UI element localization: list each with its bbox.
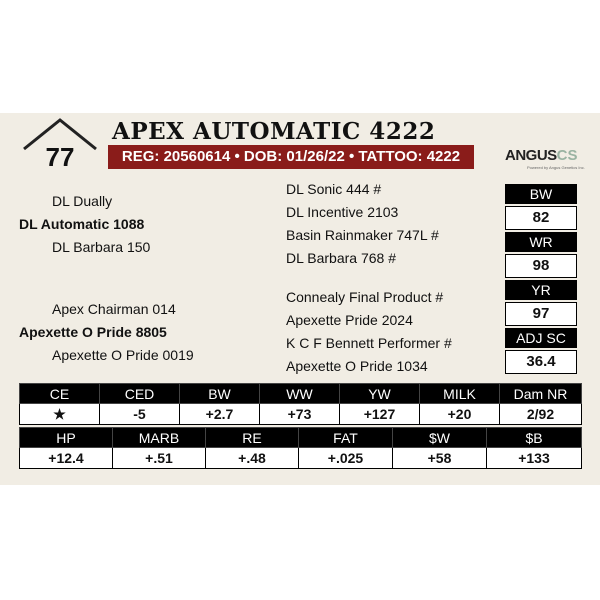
epd-value: +.025 <box>299 448 393 469</box>
side-epd-value: 36.4 <box>505 350 577 374</box>
epd-header: MILK <box>420 384 500 404</box>
epd-value: +20 <box>420 404 500 425</box>
sire-dam: DL Barbara 150 <box>52 239 151 255</box>
epd-value: +133 <box>487 448 582 469</box>
side-epd-label: ADJ SC <box>505 328 577 348</box>
epd-header: $B <box>487 428 582 448</box>
side-epd-label: WR <box>505 232 577 252</box>
epd-value: +.48 <box>206 448 299 469</box>
epd-header: BW <box>180 384 260 404</box>
epd-header: Dam NR <box>500 384 582 404</box>
animal-name: APEX AUTOMATIC 4222 <box>112 118 436 145</box>
lot-number: 77 <box>45 142 75 172</box>
dam-sire: Apex Chairman 014 <box>52 301 176 317</box>
epd-value: +58 <box>393 448 487 469</box>
great-grandparent: DL Sonic 444 # <box>286 181 382 197</box>
sire-sire: DL Dually <box>52 193 113 209</box>
epd-table-2 <box>19 427 582 469</box>
sire: DL Automatic 1088 <box>19 216 145 232</box>
side-epd-label: BW <box>505 184 577 204</box>
epd-value: +.51 <box>113 448 206 469</box>
epd-header: YW <box>340 384 420 404</box>
epd-header: CE <box>20 384 100 404</box>
dam-dam: Apexette O Pride 0019 <box>52 347 194 363</box>
great-grandparent: DL Barbara 768 # <box>286 250 396 266</box>
side-epd-value: 97 <box>505 302 577 326</box>
epd-table-1 <box>19 383 582 425</box>
epd-value: +127 <box>340 404 420 425</box>
great-grandparent: Apexette O Pride 1034 <box>286 358 428 374</box>
epd-header: CED <box>100 384 180 404</box>
epd-value: +73 <box>260 404 340 425</box>
side-epd-label: YR <box>505 280 577 300</box>
epd-value: -5 <box>100 404 180 425</box>
great-grandparent: Connealy Final Product # <box>286 289 444 305</box>
side-epd-value: 82 <box>505 206 577 230</box>
epd-header: WW <box>260 384 340 404</box>
epd-header: MARB <box>113 428 206 448</box>
registration-bar: REG: 20560614 • DOB: 01/26/22 • TATTOO: 4222 <box>108 145 474 169</box>
epd-header: HP <box>20 428 113 448</box>
great-grandparent: DL Incentive 2103 <box>286 204 399 220</box>
great-grandparent: Apexette Pride 2024 <box>286 312 413 328</box>
angus-logo: ANGUSCS Powered by Angus Genetics Inc. <box>505 147 585 170</box>
side-epd-value: 98 <box>505 254 577 278</box>
star-icon: ★ <box>20 404 100 425</box>
dam: Apexette O Pride 8805 <box>19 324 167 340</box>
epd-value: +2.7 <box>180 404 260 425</box>
epd-header: FAT <box>299 428 393 448</box>
epd-header: $W <box>393 428 487 448</box>
epd-value: 2/92 <box>500 404 582 425</box>
great-grandparent: K C F Bennett Performer # <box>286 335 452 351</box>
epd-value: +12.4 <box>20 448 113 469</box>
great-grandparent: Basin Rainmaker 747L # <box>286 227 439 243</box>
epd-header: RE <box>206 428 299 448</box>
